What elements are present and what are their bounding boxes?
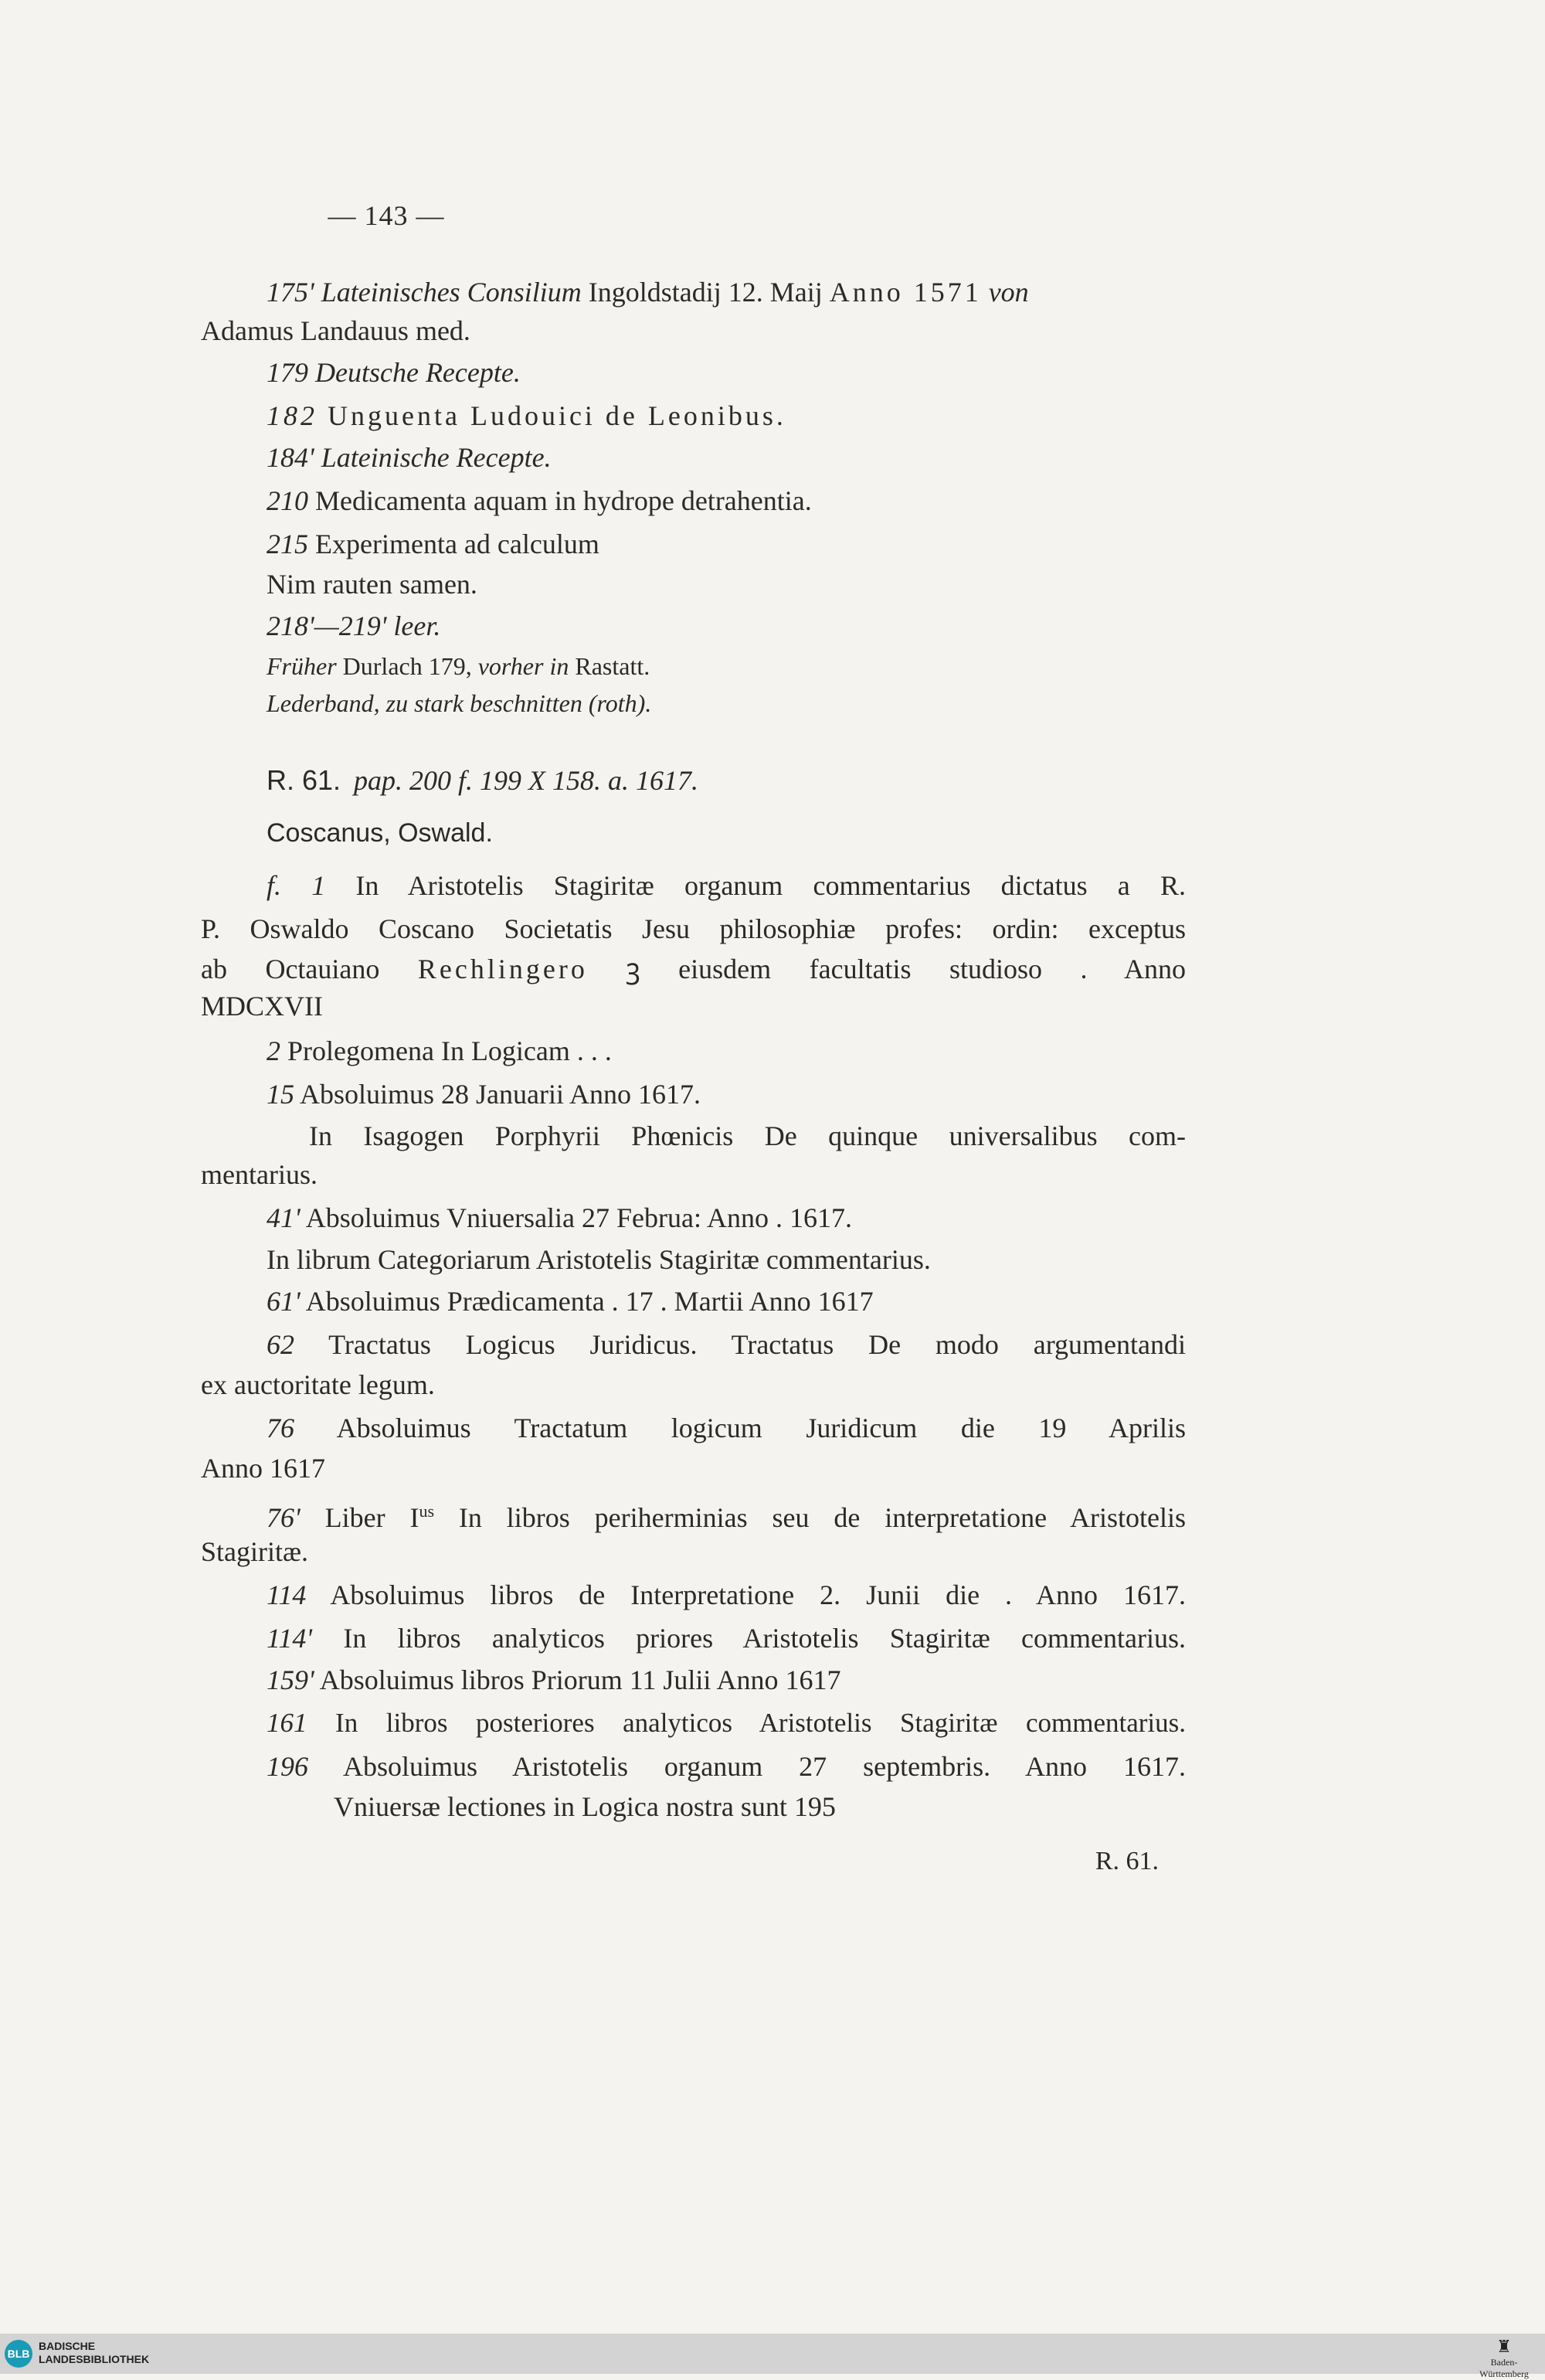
- entry-182: [267, 399, 786, 433]
- folio-ref: 159': [267, 1664, 314, 1695]
- library-name-line2: LANDESBIBLIOTHEK: [39, 2353, 150, 2365]
- folio-ref: 196: [267, 1751, 308, 1782]
- liber-label: Liber I: [324, 1502, 419, 1533]
- entry-year: Anno 1571: [829, 277, 982, 308]
- f1-line4: MDCXVII: [201, 991, 323, 1022]
- content-isagoge: In Isagogen Porphyrii Phœnicis De quinque universalibus com-: [309, 1120, 1186, 1151]
- f1-text: In Aristotelis Stagiritæ organum commentarius dictatus a R.: [355, 870, 1186, 901]
- entry-175: [267, 275, 1186, 309]
- folio-ref: 184': [267, 442, 314, 473]
- content-62: [267, 1328, 1186, 1362]
- content-114: [267, 1578, 1186, 1612]
- entry-title: Lateinisches Consilium: [321, 277, 582, 308]
- folio-ref: 15: [267, 1079, 294, 1110]
- entry-title: Lateinische Recepte.: [321, 442, 552, 473]
- f1-line2: P. Oswaldo Coscano Societatis Jesu philosophiæ profes: ordin: exceptus: [201, 913, 1186, 944]
- content-76-cont: Anno 1617: [201, 1453, 325, 1484]
- folio-ref: 182: [267, 400, 317, 431]
- content-isagoge-cont: mentarius.: [201, 1159, 317, 1190]
- folio-ref: 114': [267, 1623, 313, 1654]
- physical-details: pap. 200 f. 199 X 158. a. 1617.: [354, 765, 699, 796]
- content-text: Absoluimus 28 Januarii Anno 1617.: [300, 1079, 701, 1110]
- folio-ref: 210: [267, 485, 308, 516]
- folio-ref: 161: [267, 1708, 307, 1738]
- content-159: [267, 1663, 840, 1697]
- f1-line3: [201, 952, 1186, 986]
- entry-218: [267, 609, 440, 643]
- entry-title: Deutsche Recepte.: [315, 357, 521, 388]
- content-15: [267, 1077, 701, 1111]
- entry-text: Medicamenta aquam in hydrope detrahentia.: [315, 485, 812, 516]
- folio-ref: 2: [267, 1035, 280, 1066]
- content-text: Absoluimus libros Priorum 11 Julii Anno 1617: [319, 1664, 841, 1695]
- content-text: Absoluimus Tractatum logicum Juridicum die 19 Aprilis: [336, 1413, 1186, 1443]
- author-heading: Coscanus, Oswald.: [267, 818, 493, 848]
- content-summary: Vniuersæ lectiones in Logica nostra sunt 195: [334, 1791, 836, 1822]
- folio-ref: 215: [267, 529, 308, 559]
- entry-179: [267, 355, 521, 389]
- folio-ref: 76': [267, 1502, 301, 1533]
- binding-note: Lederband, zu stark beschnitten (roth).: [267, 689, 652, 717]
- entry-text: Experimenta ad calculum: [315, 529, 599, 559]
- content-61: [267, 1284, 874, 1318]
- f1-scribe: Rechlingero: [417, 954, 588, 984]
- library-footer: [0, 2334, 1545, 2379]
- library-name-line1: BADISCHE: [39, 2340, 96, 2352]
- content-text: Prolegomena In Logicam . . .: [287, 1035, 612, 1066]
- content-41: [267, 1201, 852, 1235]
- folio-ref: 41': [267, 1202, 301, 1233]
- content-114b: [267, 1621, 1186, 1655]
- entry-184: [267, 440, 552, 474]
- provenance-durlach: Durlach 179,: [342, 652, 472, 680]
- entry-text: Unguenta Ludouici de Leonibus.: [328, 400, 786, 431]
- signature-trailer: R. 61.: [1095, 1847, 1159, 1875]
- folio-ref: 179: [267, 357, 308, 388]
- page-number: — 143 —: [328, 200, 445, 231]
- bw-label: Baden-Württemberg: [1479, 2357, 1529, 2379]
- content-196: [267, 1749, 1186, 1783]
- content-text: Absoluimus Prædicamenta . 17 . Martii Anno 1617: [305, 1286, 874, 1317]
- f1-line3c: ꝫ eiusdem facultatis studioso . Anno: [626, 954, 1187, 984]
- content-76: [267, 1411, 1186, 1445]
- content-categories: In librum Categoriarum Aristotelis Stagiritæ commentarius.: [267, 1244, 931, 1275]
- entry-215-cont: Nim rauten samen.: [267, 569, 477, 600]
- entry-215: [267, 527, 599, 561]
- provenance-frueher: Früher: [267, 652, 337, 680]
- f1-line3a: ab Octauiano: [201, 954, 380, 984]
- library-name: [39, 2340, 149, 2366]
- content-text: [325, 1502, 1186, 1533]
- folio-ref: 114: [267, 1579, 307, 1610]
- content-text: In libros posteriores analyticos Aristotelis Stagiritæ commentarius.: [335, 1708, 1186, 1738]
- crest-icon: ♜: [1496, 2337, 1512, 2356]
- entry-title: leer.: [393, 610, 441, 641]
- content-text: Absoluimus libros de Interpretatione 2. Junii die . Anno 1617.: [330, 1579, 1186, 1610]
- manuscript-signature: [267, 763, 698, 797]
- blb-logo: BLB: [5, 2340, 32, 2368]
- content-text: Absoluimus Vniuersalia 27 Februa: Anno . 1617.: [305, 1202, 853, 1233]
- content-text: Absoluimus Aristotelis organum 27 septembris. Anno 1617.: [342, 1751, 1186, 1782]
- entry-210: [267, 484, 812, 518]
- folio-ref: 76: [267, 1413, 294, 1443]
- entry-text: Ingoldstadij 12. Maij: [588, 277, 823, 308]
- content-76b-cont: Stagiritæ.: [201, 1536, 309, 1567]
- content-62-cont: ex auctoritate legum.: [201, 1369, 435, 1400]
- content-text: Tractatus Logicus Juridicus. Tractatus De modo argumentandi: [328, 1329, 1186, 1360]
- folio-ref: 175': [267, 277, 314, 308]
- folio-ref: 218'—219': [267, 610, 387, 641]
- provenance-note: [267, 649, 650, 683]
- shelfmark: R. 61.: [267, 764, 341, 796]
- liber-superscript: us: [419, 1501, 434, 1521]
- folio-ref: f. 1: [267, 870, 326, 901]
- entry-von: von: [988, 277, 1029, 308]
- folio-ref: 61': [267, 1286, 301, 1317]
- content-2: [267, 1034, 612, 1068]
- f1-line1: [267, 869, 1186, 903]
- liber-rest: In libros periherminias seu de interpretatione Aristotelis: [458, 1502, 1187, 1533]
- content-161: [267, 1706, 1186, 1740]
- folio-ref: 62: [267, 1329, 294, 1360]
- provenance-vorher: vorher in: [477, 652, 569, 680]
- content-text: In libros analyticos priores Aristotelis Stagiritæ commentarius.: [343, 1623, 1187, 1654]
- entry-175-cont: Adamus Landauus med.: [201, 315, 470, 346]
- provenance-rastatt: Rastatt.: [575, 652, 650, 680]
- content-76b: [267, 1494, 1186, 1535]
